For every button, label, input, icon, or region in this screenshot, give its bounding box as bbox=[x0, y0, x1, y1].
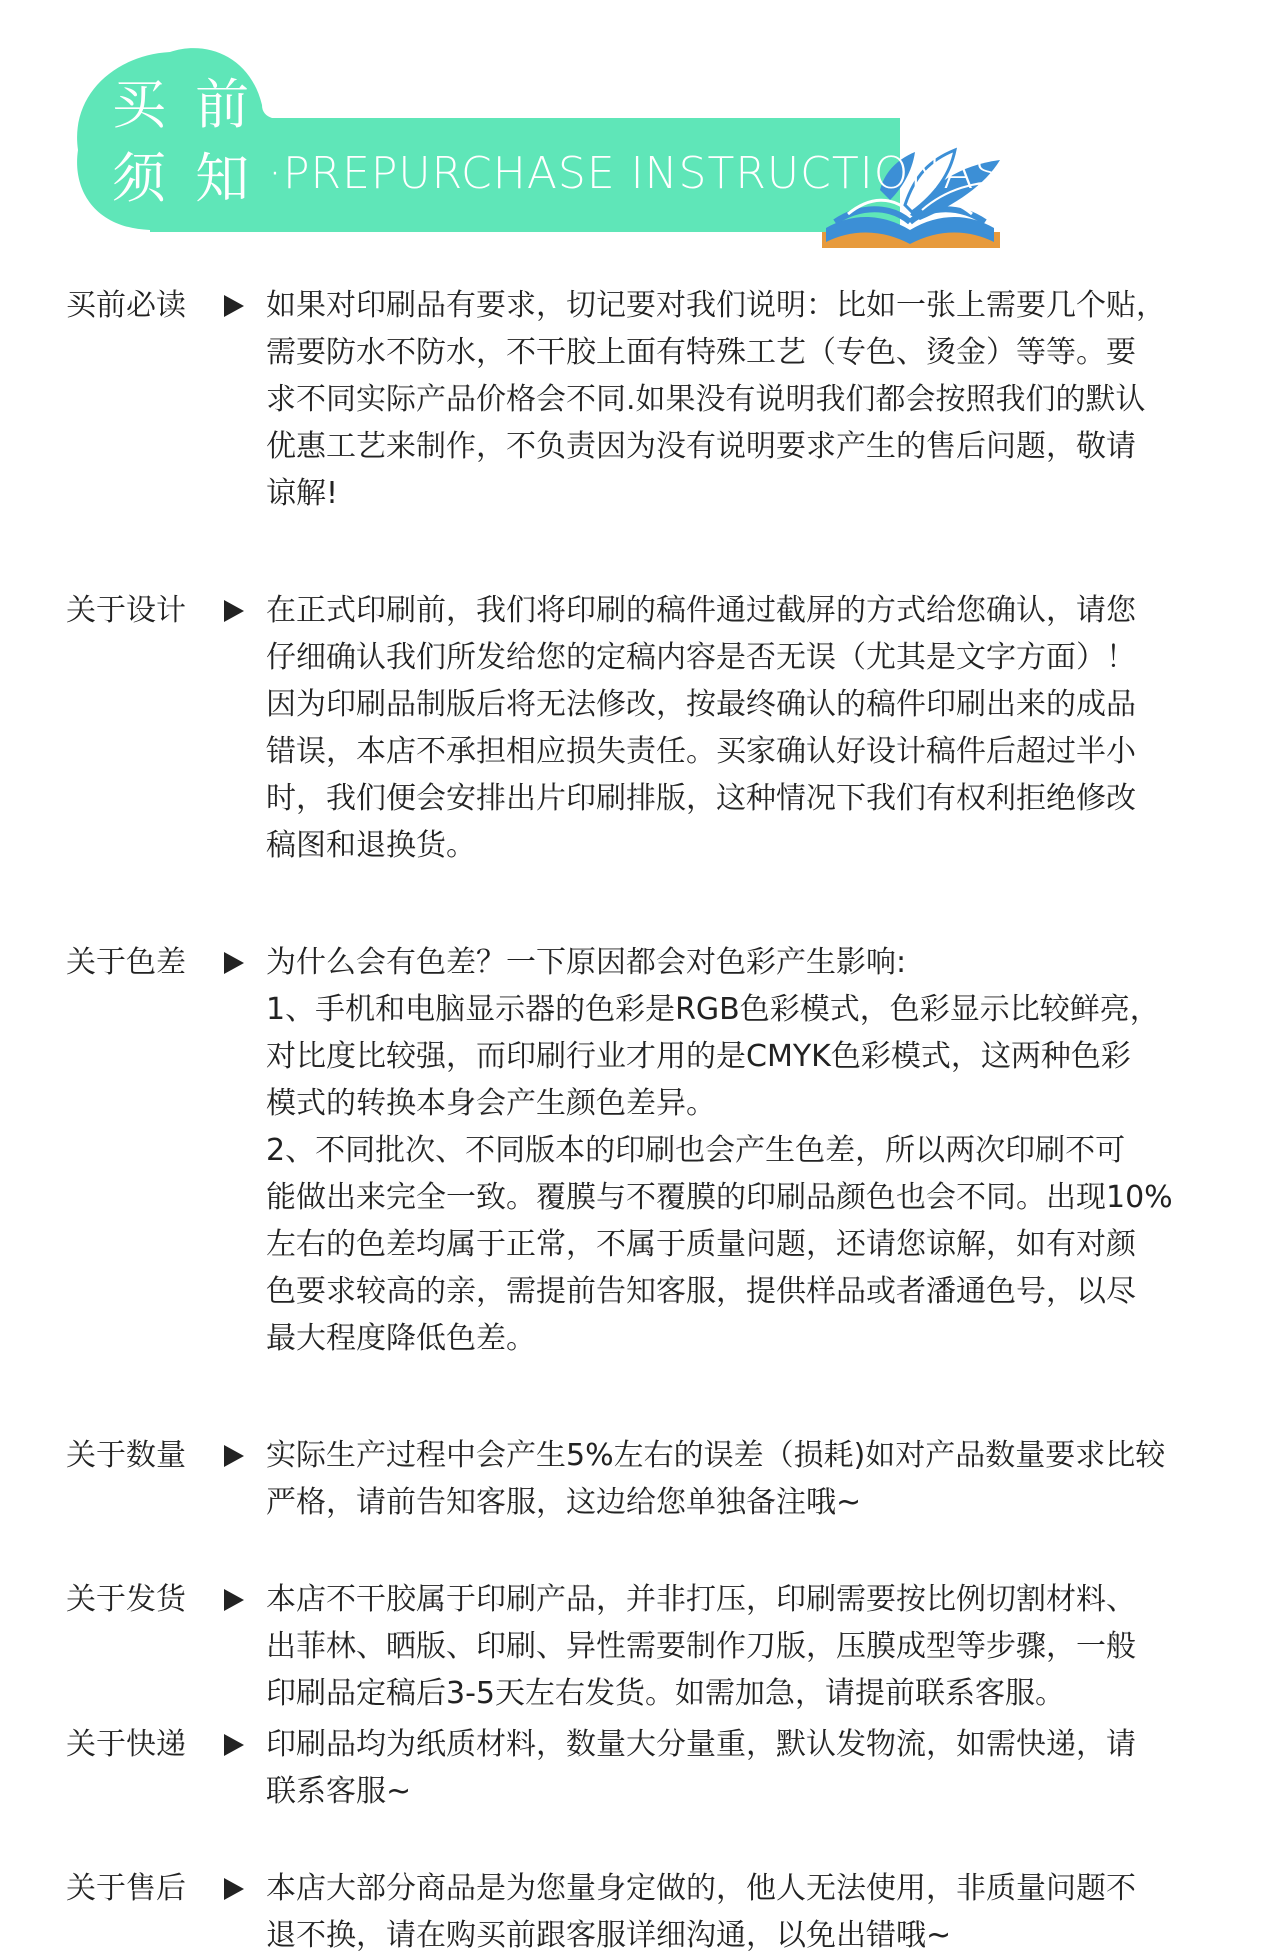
section-label: 买前必读 bbox=[66, 288, 186, 323]
text-line: 错误，本店不承担相应损失责任。买家确认好设计稿件后超过半小 bbox=[266, 734, 1136, 769]
text-line: 实际生产过程中会产生5%左右的误差（损耗)如对产品数量要求比较 bbox=[266, 1438, 1166, 1473]
text-line: 最大程度降低色差。 bbox=[266, 1321, 536, 1356]
text-line: 如果对印刷品有要求，切记要对我们说明：比如一张上需要几个贴， bbox=[266, 288, 1166, 323]
text-line: 出菲林、晒版、印刷、异性需要制作刀版，压膜成型等步骤，一般 bbox=[266, 1629, 1136, 1664]
play-arrow-icon bbox=[224, 1589, 244, 1611]
text-line: 仔细确认我们所发给您的定稿内容是否无误（尤其是文字方面）！ bbox=[266, 640, 1136, 675]
section-4 bbox=[0, 1432, 1264, 1526]
section-5 bbox=[0, 1576, 1264, 1717]
text-line: 谅解! bbox=[266, 476, 339, 511]
title-line-1: 买 前 bbox=[112, 73, 256, 136]
section-text bbox=[266, 939, 1246, 1362]
text-line: 时，我们便会安排出片印刷排版，这种情况下我们有权利拒绝修改 bbox=[266, 781, 1136, 816]
section-label: 关于售后 bbox=[66, 1871, 186, 1906]
text-line: 左右的色差均属于正常，不属于质量问题，还请您谅解，如有对颜 bbox=[266, 1227, 1136, 1262]
play-arrow-icon bbox=[224, 295, 244, 317]
section-label: 关于快递 bbox=[66, 1727, 186, 1762]
text-line: 色要求较高的亲，需提前告知客服，提供样品或者潘通色号，以尽 bbox=[266, 1274, 1136, 1309]
play-arrow-icon bbox=[224, 952, 244, 974]
text-line: 印刷品定稿后3-5天左右发货。如需加急，请提前联系客服。 bbox=[266, 1676, 1065, 1711]
text-line: 稿图和退换货。 bbox=[266, 828, 476, 863]
text-line: 需要防水不防水，不干胶上面有特殊工艺（专色、烫金）等等。要 bbox=[266, 335, 1136, 370]
subtitle-en: ·PREPURCHASE INSTRUCTIONAS bbox=[268, 148, 1004, 199]
text-line: 印刷品均为纸质材料，数量大分量重，默认发物流，如需快递，请 bbox=[266, 1727, 1136, 1762]
play-arrow-icon bbox=[224, 600, 244, 622]
section-text bbox=[266, 1576, 1246, 1717]
title-line-2: 须 知 bbox=[112, 147, 256, 210]
play-arrow-icon bbox=[224, 1878, 244, 1900]
play-arrow-icon bbox=[224, 1445, 244, 1467]
text-line: 因为印刷品制版后将无法修改，按最终确认的稿件印刷出来的成品 bbox=[266, 687, 1136, 722]
section-1 bbox=[0, 282, 1264, 517]
section-3 bbox=[0, 939, 1264, 1362]
text-line: 退不换，请在购买前跟客服详细沟通，以免出错哦~ bbox=[266, 1918, 952, 1953]
section-7 bbox=[0, 1865, 1264, 1959]
text-line: 对比度比较强，而印刷行业才用的是CMYK色彩模式，这两种色彩 bbox=[266, 1039, 1131, 1074]
text-line: 2、不同批次、不同版本的印刷也会产生色差，所以两次印刷不可 bbox=[266, 1133, 1126, 1168]
section-text bbox=[266, 1721, 1246, 1815]
section-text bbox=[266, 1432, 1246, 1526]
section-label: 关于发货 bbox=[66, 1582, 186, 1617]
play-arrow-icon bbox=[224, 1734, 244, 1756]
section-text bbox=[266, 1865, 1246, 1959]
text-line: 能做出来完全一致。覆膜与不覆膜的印刷品颜色也会不同。出现10% bbox=[266, 1180, 1173, 1215]
section-label: 关于色差 bbox=[66, 945, 186, 980]
section-2 bbox=[0, 587, 1264, 869]
text-line: 本店不干胶属于印刷产品，并非打压，印刷需要按比例切割材料、 bbox=[266, 1582, 1136, 1617]
text-line: 优惠工艺来制作，不负责因为没有说明要求产生的售后问题，敬请 bbox=[266, 429, 1136, 464]
text-line: 在正式印刷前，我们将印刷的稿件通过截屏的方式给您确认，请您 bbox=[266, 593, 1136, 628]
section-text bbox=[266, 587, 1246, 869]
text-line: 严格，请前告知客服，这边给您单独备注哦~ bbox=[266, 1485, 862, 1520]
text-line: 模式的转换本身会产生颜色差异。 bbox=[266, 1086, 716, 1121]
section-label: 关于数量 bbox=[66, 1438, 186, 1473]
text-line: 1、手机和电脑显示器的色彩是RGB色彩模式，色彩显示比较鲜亮， bbox=[266, 992, 1160, 1027]
text-line: 求不同实际产品价格会不同.如果没有说明我们都会按照我们的默认 bbox=[266, 382, 1146, 417]
section-text bbox=[266, 282, 1246, 517]
text-line: 本店大部分商品是为您量身定做的，他人无法使用，非质量问题不 bbox=[266, 1871, 1136, 1906]
section-label: 关于设计 bbox=[66, 593, 186, 628]
section-6 bbox=[0, 1721, 1264, 1815]
text-line: 联系客服~ bbox=[266, 1774, 412, 1809]
text-line: 为什么会有色差？一下原因都会对色彩产生影响: bbox=[266, 945, 907, 980]
header-banner bbox=[0, 0, 1264, 260]
